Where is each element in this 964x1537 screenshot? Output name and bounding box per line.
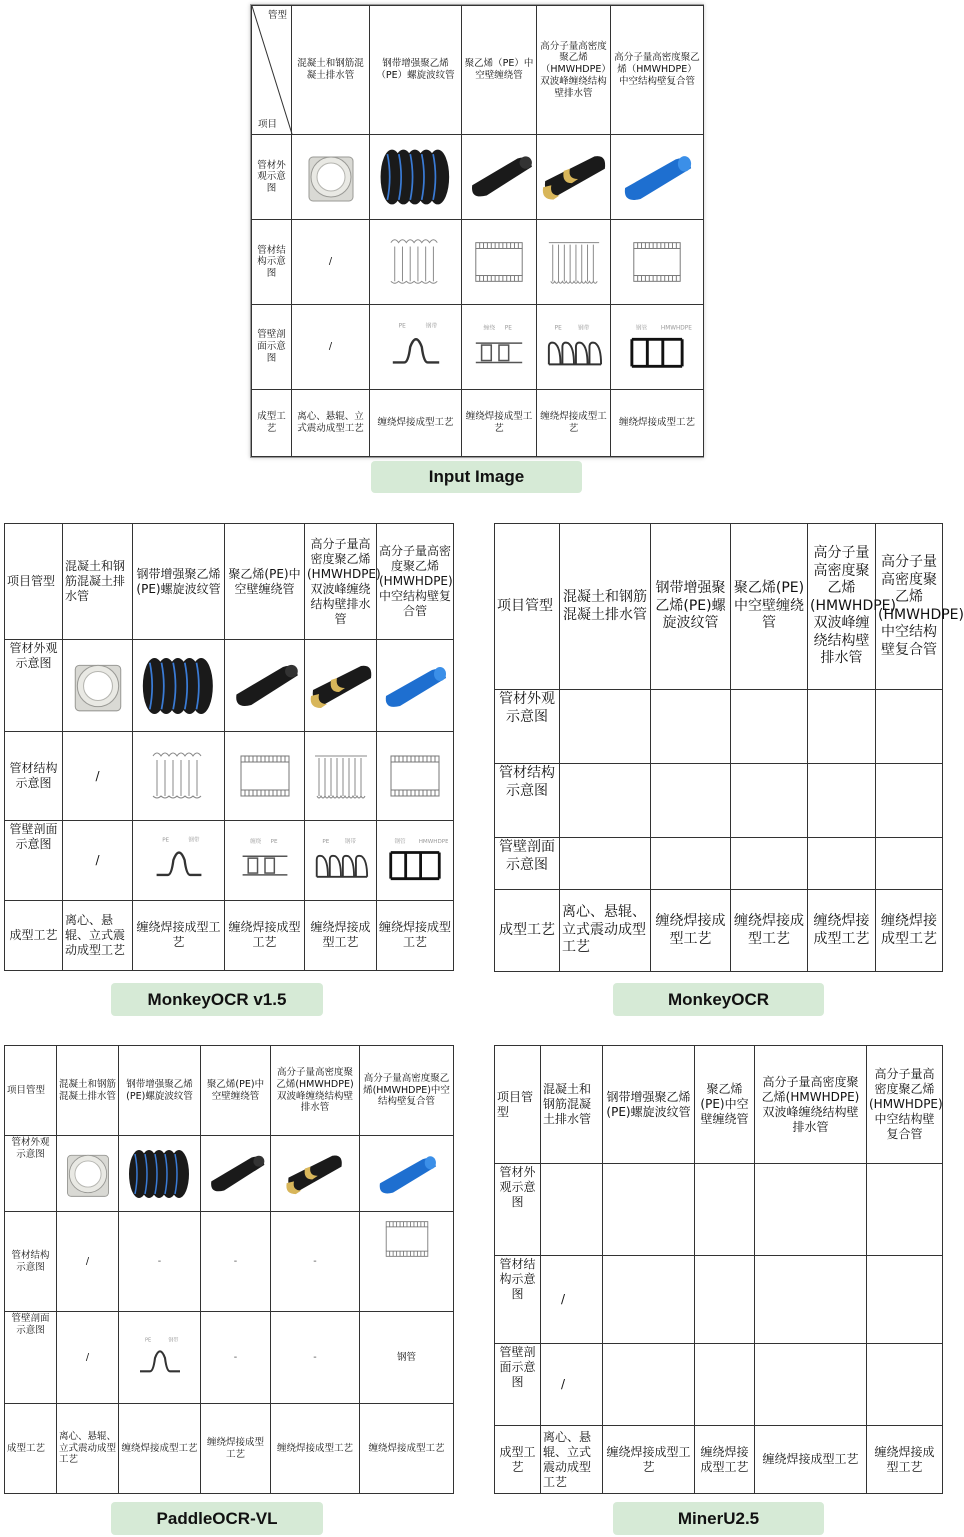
empty-cell <box>731 838 808 890</box>
row-header: 管材外观示意图 <box>495 690 560 764</box>
row-header: 管材结构示意图 <box>495 764 560 838</box>
empty-cell <box>755 1344 867 1426</box>
empty-cell <box>603 1164 695 1256</box>
row-header: 管材外观示意图 <box>495 1164 541 1256</box>
process-cell: 缠绕焊接成型工艺 <box>755 1426 867 1494</box>
pipe-image-corrugated <box>133 640 225 732</box>
pipe-image-corrugated <box>370 135 462 220</box>
process-cell: 离心、悬辊、立式震动成型工艺 <box>63 900 133 970</box>
dash-cell: - <box>271 1312 360 1404</box>
col-header: 钢带增强聚乙烯（PE）螺旋波纹管 <box>370 6 462 135</box>
process-cell: 缠绕焊接成型工艺 <box>611 390 704 457</box>
empty-cell <box>695 1164 755 1256</box>
process-cell: 缠绕焊接成型工艺 <box>808 890 876 972</box>
empty-cell <box>876 838 943 890</box>
caption-monkeyocr-v15: MonkeyOCR v1.5 <box>111 983 323 1016</box>
process-cell: 缠绕焊接成型工艺 <box>360 1404 454 1494</box>
empty-cell <box>603 1256 695 1344</box>
slash-cell: / <box>63 820 133 900</box>
process-cell: 缠绕焊接成型工艺 <box>731 890 808 972</box>
empty-cell <box>651 690 731 764</box>
col-header: 钢带增强聚乙烯(PE)螺旋波纹管 <box>119 1046 201 1136</box>
slash-cell: / <box>292 220 370 305</box>
head-cell: 项目管型 <box>5 1046 57 1136</box>
row-header: 管材结构示意图 <box>495 1256 541 1344</box>
col-header: 混凝土和钢筋混凝土排水管 <box>560 524 651 690</box>
empty-cell <box>731 690 808 764</box>
pipe-image-black <box>462 135 537 220</box>
header-item-label: 项目 <box>258 118 278 130</box>
process-cell: 缠绕焊接成型工艺 <box>695 1426 755 1494</box>
col-header: 高分子量高密度聚乙烯(HMWHDPE)双波峰缠绕结构壁排水管 <box>305 524 377 640</box>
pipe-image-blue <box>611 135 704 220</box>
row-header: 成型工艺 <box>5 900 63 970</box>
col-header: 高分子量高密度聚乙烯(HMWHDPE)中空结构壁复合管 <box>867 1046 943 1164</box>
pipe-image-blue <box>377 640 454 732</box>
process-cell: 离心、悬辊、立式震动成型工艺 <box>541 1426 603 1494</box>
section-box <box>462 305 537 390</box>
section-box <box>225 820 305 900</box>
header-diagonal-cell <box>252 6 292 135</box>
slash-cell: / <box>57 1212 119 1312</box>
process-cell: 缠绕焊接成型工艺 <box>225 900 305 970</box>
empty-cell <box>808 690 876 764</box>
head-cell: 项目管型 <box>495 1046 541 1164</box>
structure-hollow <box>611 220 704 305</box>
section-bump <box>119 1312 201 1404</box>
slash-cell: / <box>541 1256 603 1344</box>
process-cell: 缠绕焊接成型工艺 <box>201 1404 271 1494</box>
dash-cell: - <box>201 1312 271 1404</box>
section-rect <box>611 305 704 390</box>
pipe-image-concrete <box>63 640 133 732</box>
col-header: 聚乙烯(PE)中空壁缠绕管 <box>731 524 808 690</box>
col-header: 钢带增强聚乙烯(PE)螺旋波纹管 <box>133 524 225 640</box>
empty-cell <box>755 1256 867 1344</box>
empty-cell <box>808 764 876 838</box>
pipe-image-black <box>225 640 305 732</box>
empty-cell <box>876 690 943 764</box>
diagonal-line <box>252 6 292 134</box>
empty-cell <box>603 1344 695 1426</box>
empty-cell <box>755 1164 867 1256</box>
row-header: 管壁剖面示意图 <box>5 1312 57 1404</box>
pipe-image-gold <box>271 1136 360 1212</box>
pipe-image-gold <box>537 135 611 220</box>
col-header: 混凝土和钢筋混凝土排水管 <box>57 1046 119 1136</box>
row-header: 管材结构示意图 <box>5 732 63 820</box>
empty-cell <box>695 1344 755 1426</box>
caption-paddleocr-vl: PaddleOCR-VL <box>111 1502 323 1535</box>
slash-cell: / <box>292 305 370 390</box>
empty-cell <box>867 1344 943 1426</box>
process-cell: 缠绕焊接成型工艺 <box>651 890 731 972</box>
caption-input: Input Image <box>371 461 582 493</box>
section-dw <box>305 820 377 900</box>
dash-cell: - <box>201 1212 271 1312</box>
row-header: 管材结构示意图 <box>252 220 292 305</box>
table-monkeyocr <box>494 523 964 971</box>
row-header: 管材外观示意图 <box>5 640 63 732</box>
empty-cell <box>876 764 943 838</box>
empty-cell <box>541 1164 603 1256</box>
col-header: 聚乙烯(PE)中空壁缠绕管 <box>225 524 305 640</box>
pipe-image-gold <box>305 640 377 732</box>
empty-cell <box>651 838 731 890</box>
row-header: 管壁剖面示意图 <box>252 305 292 390</box>
table-mineru <box>494 1045 942 1493</box>
process-cell: 缠绕焊接成型工艺 <box>133 900 225 970</box>
section-bump <box>370 305 462 390</box>
empty-cell <box>651 764 731 838</box>
caption-mineru: MinerU2.5 <box>613 1502 824 1535</box>
col-header: 高分子量高密度聚乙烯（HMWHDPE）中空结构壁复合管 <box>611 6 704 135</box>
slash-cell: / <box>63 732 133 820</box>
col-header: 聚乙烯(PE)中空壁缠绕管 <box>695 1046 755 1164</box>
process-cell: 离心、悬辊、立式震动成型工艺 <box>560 890 651 972</box>
pipe-image-concrete <box>292 135 370 220</box>
col-header: 高分子量高密度聚乙烯(HMWHDPE)中空结构壁复合管 <box>876 524 943 690</box>
header-type-label: 管型 <box>267 10 287 21</box>
structure-hollow <box>360 1212 454 1312</box>
structure-hollow <box>225 732 305 820</box>
col-header: 钢带增强聚乙烯(PE)螺旋波纹管 <box>603 1046 695 1164</box>
structure-dwave <box>305 732 377 820</box>
process-cell: 缠绕焊接成型工艺 <box>603 1426 695 1494</box>
pipe-image-concrete <box>57 1136 119 1212</box>
section-dw <box>537 305 611 390</box>
row-header: 成型工艺 <box>5 1404 57 1494</box>
process-cell: 离心、悬辊、立式震动成型工艺 <box>57 1404 119 1494</box>
process-cell: 缠绕焊接成型工艺 <box>119 1404 201 1494</box>
dash-cell: - <box>271 1212 360 1312</box>
process-cell: 缠绕焊接成型工艺 <box>305 900 377 970</box>
structure-hollow <box>377 732 454 820</box>
row-header: 成型工艺 <box>252 390 292 457</box>
table-monkeyocr-v15 <box>4 523 453 971</box>
col-header: 高分子量高密度聚乙烯(HMWHDPE)双波峰缠绕结构壁排水管 <box>271 1046 360 1136</box>
process-cell: 缠绕焊接成型工艺 <box>867 1426 943 1494</box>
process-cell: 离心、悬辊、立式震动成型工艺 <box>292 390 370 457</box>
process-cell: 缠绕焊接成型工艺 <box>876 890 943 972</box>
col-header: 高分子量高密度聚乙烯(HMWHDPE)双波峰缠绕结构壁排水管 <box>755 1046 867 1164</box>
col-header: 高分子量高密度聚乙烯(HMWHDPE)中空结构壁复合管 <box>360 1046 454 1136</box>
structure-wave <box>370 220 462 305</box>
row-header: 管壁剖面示意图 <box>495 838 560 890</box>
head-cell: 项目管型 <box>5 524 63 640</box>
row-header: 管材外观示意图 <box>252 135 292 220</box>
empty-cell <box>560 838 651 890</box>
pipe-image-corrugated <box>119 1136 201 1212</box>
col-header: 混凝土和钢筋混凝土排水管 <box>292 6 370 135</box>
empty-cell <box>560 690 651 764</box>
input-table-image <box>250 4 704 458</box>
section-rect <box>377 820 454 900</box>
process-cell: 缠绕焊接成型工艺 <box>271 1404 360 1494</box>
slash-cell: / <box>57 1312 119 1404</box>
empty-cell <box>867 1164 943 1256</box>
col-header: 高分子量高密度聚乙烯(HMWHDPE)双波峰缠绕结构壁排水管 <box>808 524 876 690</box>
col-header: 聚乙烯(PE)中空壁缠绕管 <box>201 1046 271 1136</box>
section-bump <box>133 820 225 900</box>
dash-cell: - <box>119 1212 201 1312</box>
table-paddleocr-vl <box>4 1045 453 1493</box>
process-cell: 缠绕焊接成型工艺 <box>462 390 537 457</box>
col-header: 聚乙烯（PE）中空壁缠绕管 <box>462 6 537 135</box>
empty-cell <box>695 1256 755 1344</box>
row-header: 管材外观示意图 <box>5 1136 57 1212</box>
row-header: 管壁剖面示意图 <box>495 1344 541 1426</box>
col-header: 高分子量高密度聚乙烯(HMWHDPE)中空结构壁复合管 <box>377 524 454 640</box>
col-header: 混凝土和钢筋混凝土排水管 <box>541 1046 603 1164</box>
structure-hollow <box>462 220 537 305</box>
process-cell: 缠绕焊接成型工艺 <box>537 390 611 457</box>
row-header: 管壁剖面示意图 <box>5 820 63 900</box>
caption-monkeyocr: MonkeyOCR <box>613 983 824 1016</box>
col-header: 混凝土和钢筋混凝土排水管 <box>63 524 133 640</box>
head-cell: 项目管型 <box>495 524 560 690</box>
slash-cell: / <box>541 1344 603 1426</box>
process-cell: 缠绕焊接成型工艺 <box>370 390 462 457</box>
pipe-image-blue <box>360 1136 454 1212</box>
row-header: 成型工艺 <box>495 890 560 972</box>
empty-cell <box>731 764 808 838</box>
col-header: 高分子量高密度聚乙烯（HMWHDPE）双波峰缠绕结构壁排水管 <box>537 6 611 135</box>
empty-cell <box>560 764 651 838</box>
structure-wave <box>133 732 225 820</box>
row-header: 成型工艺 <box>495 1426 541 1494</box>
row-header: 管材结构示意图 <box>5 1212 57 1312</box>
process-cell: 缠绕焊接成型工艺 <box>377 900 454 970</box>
empty-cell <box>808 838 876 890</box>
structure-dwave <box>537 220 611 305</box>
empty-cell <box>867 1256 943 1344</box>
steel-cell: 钢管 <box>360 1312 454 1404</box>
pipe-image-black <box>201 1136 271 1212</box>
col-header: 钢带增强聚乙烯(PE)螺旋波纹管 <box>651 524 731 690</box>
